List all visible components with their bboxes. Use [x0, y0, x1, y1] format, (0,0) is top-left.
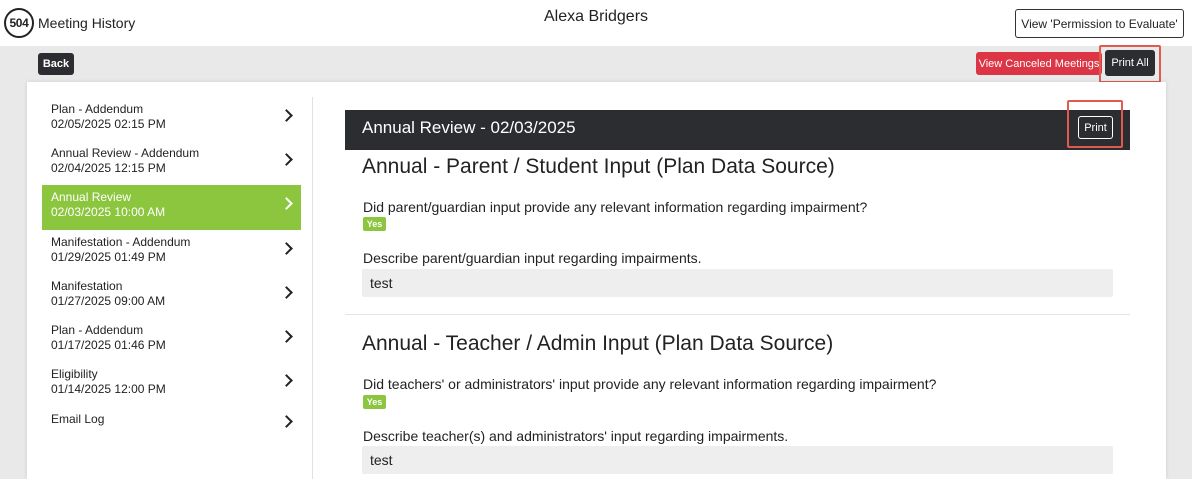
sidebar-item-title: Annual Review: [51, 190, 132, 204]
sidebar-item-email-log[interactable]: [42, 407, 301, 452]
question-text: Describe parent/guardian input regarding impairments.: [363, 250, 702, 266]
app-title: Meeting History: [38, 15, 136, 31]
sidebar-item-date: 01/14/2025 12:00 PM: [51, 382, 166, 396]
answer-box: test: [362, 446, 1113, 474]
meeting-detail-title: Annual Review - 02/03/2025: [362, 118, 576, 137]
sidebar-item-date: 02/04/2025 12:15 PM: [51, 161, 166, 175]
top-header: [0, 0, 1192, 46]
sidebar-item-title: Plan - Addendum: [51, 102, 144, 116]
back-button[interactable]: Back: [38, 53, 74, 75]
sidebar-item-title: Manifestation: [51, 279, 123, 293]
sidebar-item-title: Annual Review - Addendum: [51, 146, 200, 160]
sidebar-item-manifestation[interactable]: [42, 274, 301, 319]
sidebar-item-annual-review[interactable]: [42, 185, 301, 230]
sidebar-item-plan-addendum-2[interactable]: [42, 318, 301, 363]
yes-badge: Yes: [363, 395, 386, 409]
question-text: Describe teacher(s) and administrators' input regarding impairments.: [363, 428, 789, 444]
section-teacher-admin-input: [345, 315, 1130, 479]
sidebar-item-title: Email Log: [51, 412, 105, 426]
meeting-list-sidebar: [27, 97, 313, 479]
sidebar-item-date: 01/27/2025 09:00 AM: [51, 294, 166, 308]
sidebar-item-manifestation-addendum[interactable]: [42, 230, 301, 275]
question-text: Did parent/guardian input provide any relevant information regarding impairment?: [363, 199, 868, 215]
sidebar-item-annual-review-addendum[interactable]: [42, 141, 301, 186]
print-all-button[interactable]: Print All: [1105, 50, 1155, 76]
sidebar-item-date: 01/17/2025 01:46 PM: [51, 338, 166, 352]
section-title: Annual - Teacher / Admin Input (Plan Data Source): [362, 332, 834, 355]
answer-box: test: [362, 269, 1113, 297]
print-button[interactable]: Print: [1078, 116, 1113, 139]
question-text: Did teachers' or administrators' input provide any relevant information regarding impairment?: [363, 376, 937, 392]
sidebar-item-title: Manifestation - Addendum: [51, 235, 191, 249]
sidebar-item-date: 01/29/2025 01:49 PM: [51, 250, 166, 264]
sidebar-item-plan-addendum[interactable]: [42, 97, 301, 142]
student-name: Alexa Bridgers: [543, 8, 649, 25]
sidebar-item-title: Eligibility: [51, 367, 98, 381]
view-permission-button[interactable]: View 'Permission to Evaluate': [1015, 9, 1184, 38]
section-title: Annual - Parent / Student Input (Plan Data Source): [362, 155, 835, 178]
sidebar-item-eligibility[interactable]: [42, 362, 301, 407]
sidebar-item-date: 02/05/2025 02:15 PM: [51, 117, 166, 131]
view-canceled-meetings-button[interactable]: View Canceled Meetings: [976, 52, 1102, 75]
yes-badge: Yes: [363, 217, 386, 231]
section-parent-student-input: [345, 150, 1130, 314]
504-logo: 504: [4, 8, 34, 38]
meeting-detail-header: [345, 110, 1130, 150]
sidebar-item-title: Plan - Addendum: [51, 323, 144, 337]
sidebar-item-date: 02/03/2025 10:00 AM: [51, 205, 166, 219]
